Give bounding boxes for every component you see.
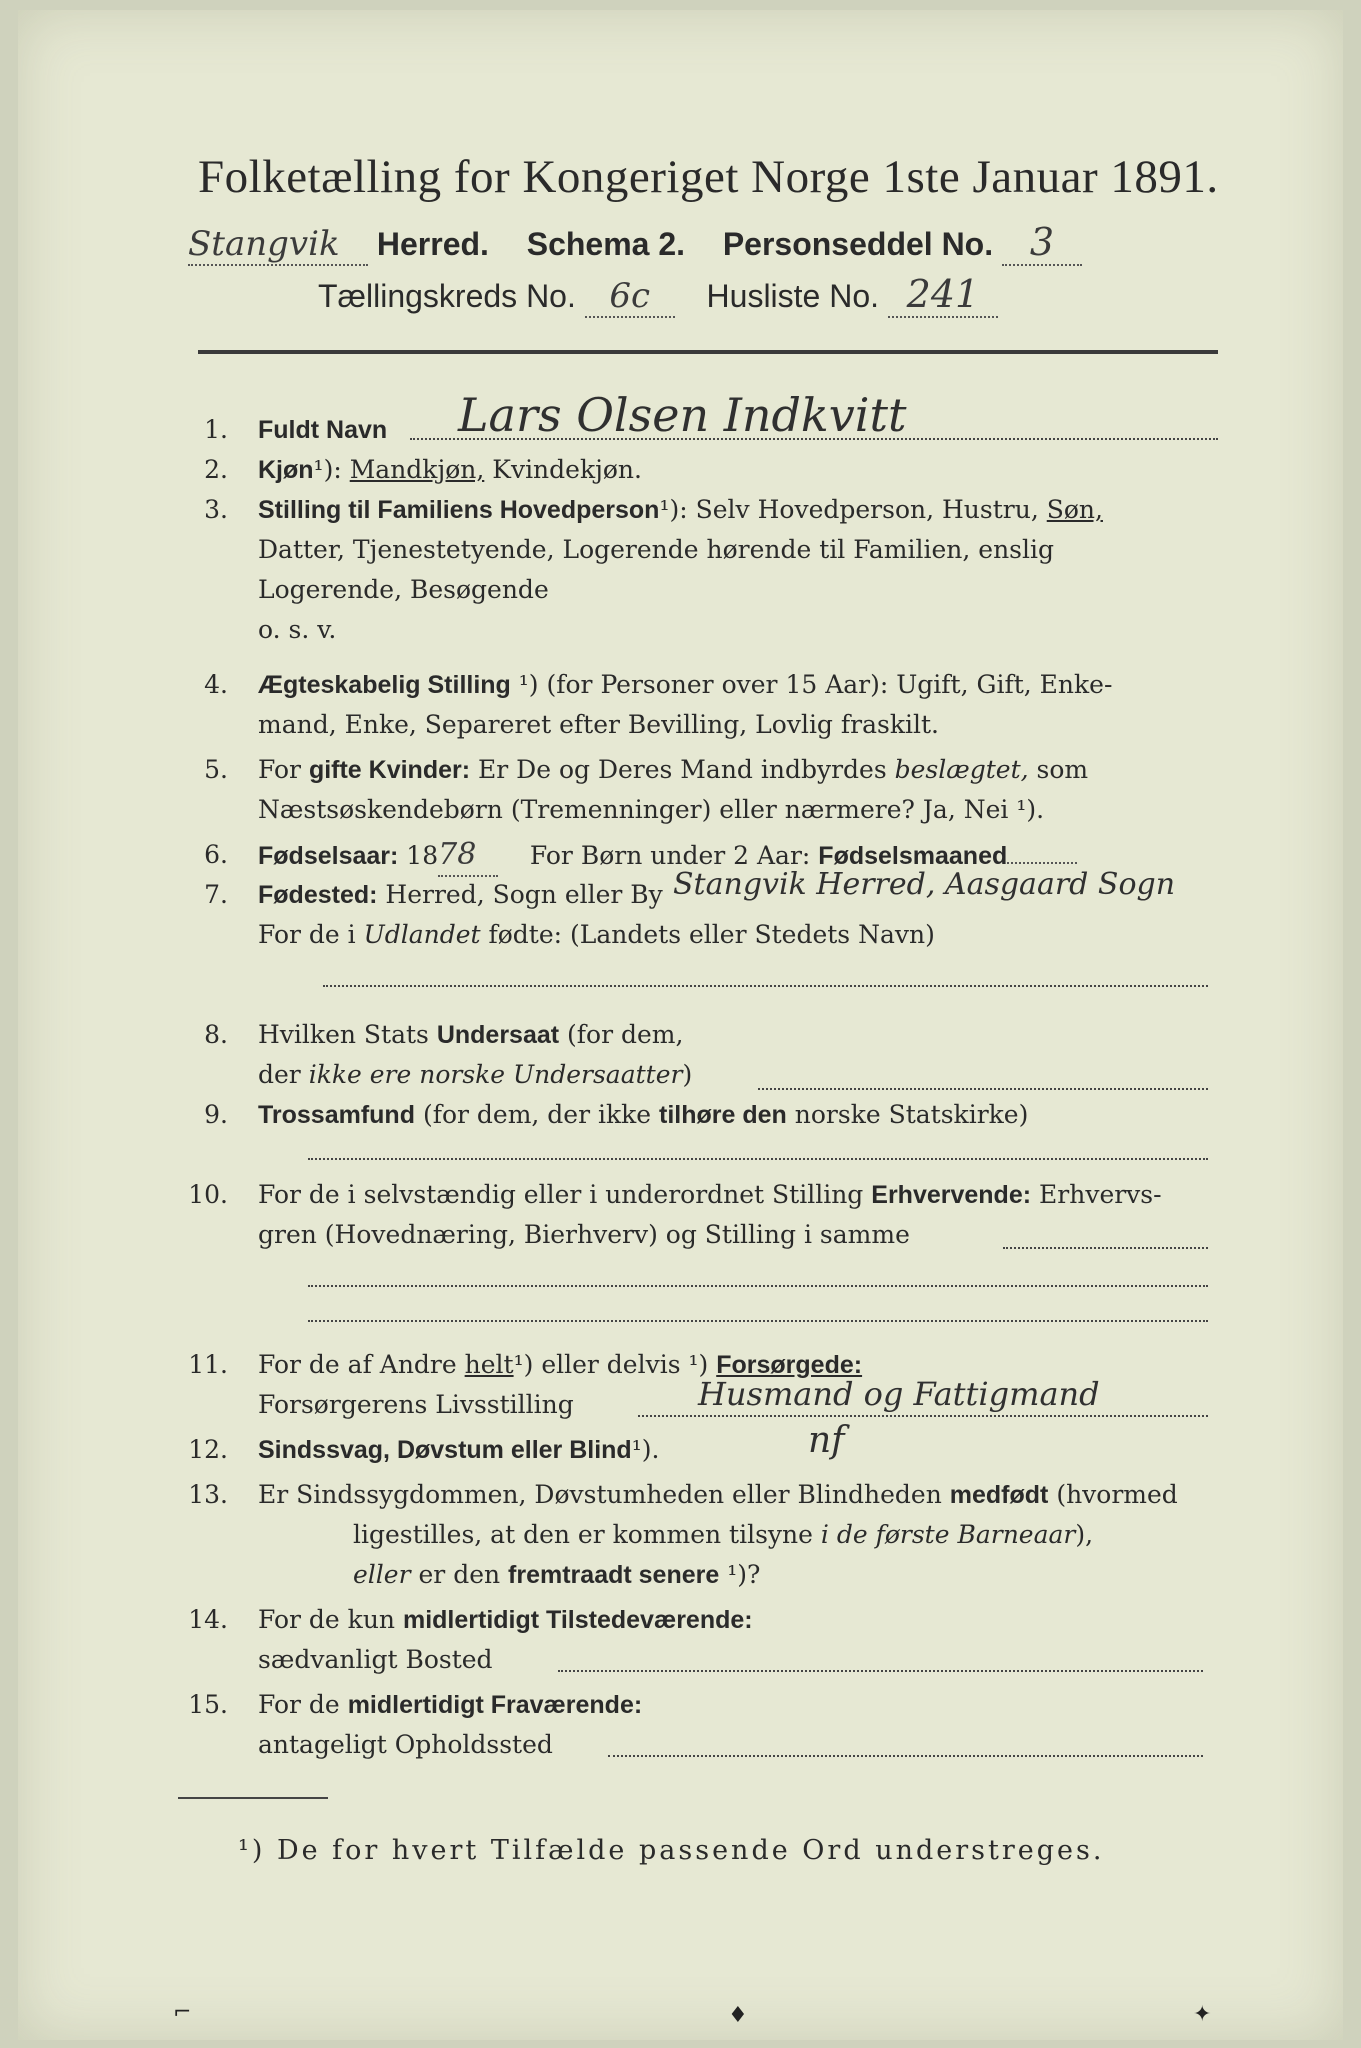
item-11-label: Forsørgede:	[716, 1351, 863, 1379]
item-10-label: Erhvervende:	[871, 1181, 1032, 1209]
item-15-number: 15.	[188, 1690, 228, 1719]
item-9-fill-line	[308, 1158, 1208, 1160]
item-11-number: 11.	[188, 1350, 228, 1379]
item-13-line3-it: eller	[353, 1560, 411, 1589]
item-8-number: 8.	[204, 1020, 228, 1049]
item-10-line1-b: Erhvervs-	[1039, 1180, 1162, 1209]
item-10-number: 10.	[188, 1180, 228, 1209]
item-15-label: midlertidigt Fraværende:	[347, 1691, 643, 1719]
birth-year-prefix: 18	[406, 841, 439, 870]
item-5-som: som	[1036, 755, 1089, 784]
item-11-line1-b: ¹) eller delvis ¹)	[513, 1350, 709, 1379]
item-9-label: Trossamfund	[258, 1101, 415, 1129]
header-rule	[198, 350, 1218, 354]
taellingskreds-label: Tællingskreds No.	[318, 278, 576, 314]
item-9-rest-a: (for dem, der ikke	[422, 1100, 652, 1129]
item-13-line3-a: er den	[418, 1560, 501, 1589]
item-13-line1-b: (hvormed	[1056, 1480, 1178, 1509]
item-6-label2: Fødselsmaaned	[818, 842, 1008, 870]
item-15-line2-text: antageligt Opholdssted	[258, 1730, 553, 1759]
item-13-line3-b: ¹)?	[727, 1560, 761, 1589]
item-8-line2-a: der	[258, 1060, 301, 1089]
item-8-line2-it: ikke ere norske Undersaatter	[308, 1060, 683, 1089]
item-11-line2-text: Forsørgerens Livsstilling	[258, 1390, 574, 1419]
item-5-prefix: For	[258, 755, 301, 784]
item-13-fremtraadt: fremtraadt senere	[508, 1561, 720, 1589]
item-13-number: 13.	[188, 1480, 228, 1509]
item-13-medfodt: medfødt	[949, 1481, 1049, 1509]
item-10-line2-text: gren (Hovednæring, Bierhverv) og Stilling i samme	[258, 1220, 910, 1249]
item-2-label: Kjøn	[258, 456, 314, 484]
item-3-sup: ¹):	[659, 495, 688, 524]
item-1-label: Fuldt Navn	[258, 416, 388, 444]
item-6-label: Fødselsaar:	[258, 842, 399, 870]
husliste-value: 241	[888, 272, 998, 318]
herred-label: Herred.	[376, 226, 489, 262]
item-11-line1-a: For de af Andre	[258, 1350, 457, 1379]
item-15-fill-line	[608, 1755, 1203, 1757]
item-7-fill-line	[323, 985, 1208, 987]
header-line-herred	[188, 220, 1082, 266]
item-3-label: Stilling til Familiens Hovedperson	[258, 496, 660, 524]
item-8-fill-line	[758, 1088, 1208, 1090]
birthplace-value: Stangvik Herred, Aasgaard Sogn	[673, 867, 1176, 902]
sindssvag-value: nf	[808, 1420, 845, 1461]
item-10-fill-line-1	[1003, 1247, 1208, 1249]
item-6-middle: For Børn under 2 Aar:	[529, 841, 811, 870]
item-13-line2-b: ),	[1075, 1520, 1094, 1549]
item-2-sup: ¹):	[313, 455, 342, 484]
header-line-taellingskreds	[318, 272, 998, 318]
item-8-label: Undersaat	[436, 1021, 560, 1049]
census-form-sheet	[18, 10, 1343, 2040]
item-13-line1-a: Er Sindssygdommen, Døvstumheden eller Blindheden	[258, 1480, 942, 1509]
item-15-line1-a: For de	[258, 1690, 340, 1719]
item-7-line2-a: For de i	[258, 920, 356, 949]
item-5-number: 5.	[204, 755, 228, 784]
birth-month-fill	[1007, 862, 1077, 864]
item-11-helt: helt	[464, 1350, 514, 1379]
item-11-fill-line	[638, 1415, 1208, 1417]
item-13-line2-it: i de første Barneaar	[820, 1520, 1076, 1549]
item-6-number: 6.	[204, 840, 228, 869]
item-9-number: 9.	[204, 1100, 228, 1129]
item-10-line1-a: For de i selvstændig eller i underordnet Stilling	[258, 1180, 864, 1209]
item-8-line1-a: Hvilken Stats	[258, 1020, 429, 1049]
item-5-label: gifte Kvinder:	[308, 756, 471, 784]
husliste-label: Husliste No.	[706, 278, 880, 314]
birth-year-value: 78	[438, 835, 498, 877]
stilling-son-option: Søn,	[1046, 495, 1103, 524]
item-4-label: Ægteskabelig Stilling	[258, 671, 511, 699]
taellingskreds-value: 6c	[585, 276, 675, 318]
personseddel-label: Personseddel No.	[722, 226, 994, 262]
item-4-number: 4.	[204, 670, 228, 699]
item-5-line2-text: Næstsøskendebørn (Tremenninger) eller nærmere? Ja, Nei ¹).	[258, 795, 1045, 824]
item-13-line2-a: ligestilles, at den er kommen tilsyne	[353, 1520, 813, 1549]
item-12-rest: ¹).	[631, 1435, 660, 1464]
item-5-line1: Er De og Deres Mand indbyrdes	[478, 755, 887, 784]
ink-mark-center: ♦	[728, 2003, 748, 2028]
personseddel-value: 3	[1002, 220, 1082, 266]
schema-label: Schema 2.	[526, 226, 686, 262]
item-9-bold2: tilhøre den	[659, 1101, 787, 1129]
item-12-label: Sindssvag, Døvstum eller Blind	[258, 1436, 632, 1464]
item-12-number: 12.	[188, 1435, 228, 1464]
item-1-number: 1.	[204, 415, 228, 444]
kjon-mandkjon-option: Mandkjøn,	[349, 455, 485, 484]
item-8-line2-b: )	[682, 1060, 693, 1089]
item-7-line2-b: fødte: (Landets eller Stedets Navn)	[488, 920, 935, 949]
ink-mark-right: ✦	[1193, 2002, 1212, 2027]
item-9-rest-b: norske Statskirke)	[794, 1100, 1029, 1129]
item-14-line1-a: For de kun	[258, 1605, 396, 1634]
item-5-beslaegtet: beslægtet,	[894, 755, 1029, 784]
item-3-line1: Selv Hovedperson, Hustru,	[695, 495, 1039, 524]
item-7-label: Fødested:	[258, 881, 378, 909]
item-4-line1: ¹) (for Personer over 15 Aar): Ugift, Gift, Enke-	[518, 670, 1113, 699]
item-3-line3-text: Logerende, Besøgende	[258, 575, 549, 604]
full-name-value: Lars Olsen Indkvitt	[458, 388, 907, 442]
item-10-fill-line-2	[308, 1285, 1208, 1287]
herred-value: Stangvik	[188, 224, 368, 266]
ink-mark-left: ⌐	[173, 2000, 192, 2025]
form-title: Folketælling for Kongeriget Norge 1ste Januar 1891.	[198, 151, 1219, 203]
item-4-line2-text: mand, Enke, Separeret efter Bevilling, Lovlig fraskilt.	[258, 710, 939, 739]
item-14-fill-line	[558, 1670, 1203, 1672]
footnote-rule	[178, 1797, 328, 1799]
item-14-label: midlertidigt Tilstedeværende:	[402, 1606, 753, 1634]
item-14-line2-text: sædvanligt Bosted	[258, 1645, 493, 1674]
forsorger-value: Husmand og Fattigmand	[698, 1375, 1100, 1413]
item-7-line1: Herred, Sogn eller By	[385, 880, 663, 909]
item-8-line1-b: (for dem,	[567, 1020, 684, 1049]
kjon-kvindekjon-option: Kvindekjøn.	[492, 455, 642, 484]
item-2-number: 2.	[204, 455, 228, 484]
item-3-line2-text: Datter, Tjenestetyende, Logerende hørende til Familien, enslig	[258, 535, 1055, 564]
item-3-line4-text: o. s. v.	[258, 615, 337, 644]
item-14-number: 14.	[188, 1605, 228, 1634]
item-3-number: 3.	[204, 495, 228, 524]
item-7-udlandet: Udlandet	[363, 920, 481, 949]
footnote: ¹) De for hvert Tilfælde passende Ord understreges.	[238, 1835, 1105, 1866]
item-7-number: 7.	[204, 880, 228, 909]
item-10-fill-line-3	[308, 1320, 1208, 1322]
